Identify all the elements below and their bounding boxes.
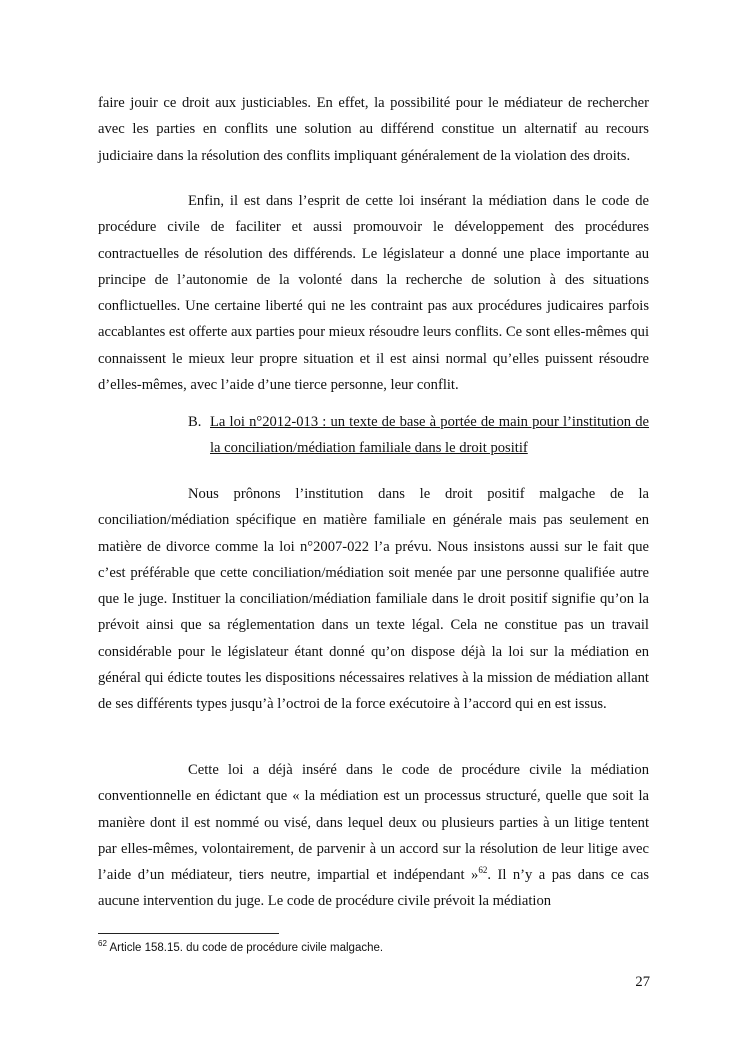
section-heading: [188, 409, 649, 462]
footnote-text: Article 158.15. du code de procédure civile malgache.: [109, 942, 384, 954]
footnote-separator: [98, 933, 279, 934]
footnote-reference[interactable]: 62: [478, 865, 488, 876]
footnote-number: 62: [98, 939, 107, 948]
paragraph-4-text-continued: . Il n’y a pas dans ce cas aucune intervention du juge. Le code de procédure civile prévoit la médiation: [98, 867, 650, 910]
section-heading-marker: B.: [188, 414, 202, 430]
paragraph-4: [98, 757, 649, 915]
footnote: [98, 940, 383, 956]
paragraph-1: faire jouir ce droit aux justiciables. En effet, la possibilité pour le médiateur de rechercher avec les parties en conflits une solution au différend constitue un alternatif au recours judiciaire dans la résolution des conflits impliquant généralement de la violation des droits.: [98, 95, 649, 164]
page-number: 27: [635, 974, 650, 990]
section-heading-text: La loi n°2012-013 : un texte de base à portée de main pour l’institution de la conciliation/médiation familiale dans le droit positif: [210, 414, 649, 457]
paragraph-4-text: Cette loi a déjà inséré dans le code de procédure civile la médiation conventionnelle en édictant que « la médiation est un processus structuré, quelle que soit la manière dont il est nommé ou visé, dans lequel deux ou plusieurs parties à un litige tentent par elles-mêmes, volontairement, de parvenir à un accord sur la résolution de leur litige avec l’aide d’un médiateur, tiers neutre, impartial et indépendant »: [98, 762, 649, 884]
paragraph-2: Enfin, il est dans l’esprit de cette loi insérant la médiation dans le code de procédure civile de faciliter et aussi promouvoir le développement des procédures contractuelles de résolution des différends. Le législateur a donné une place importante au principe de l’autonomie de la volonté dans la recherche de solution à des situations conflictuelles. Une certaine liberté qui ne les contraint pas aux procédures judicaires parfois accablantes est offerte aux parties pour mieux résoudre leurs conflits. Ce sont elles-mêmes qui connaissent le mieux leur propre situation et il est ainsi normal qu’elles puissent résoudre d’elles-mêmes, avec l’aide d’une tierce personne, leur conflit.: [98, 193, 649, 394]
paragraph-3: Nous prônons l’institution dans le droit positif malgache de la conciliation/médiation spécifique en matière familiale en générale mais pas seulement en matière de divorce comme la loi n°2007-022 l’a prévu. Nous insistons aussi sur le fait que c’est préférable que cette conciliation/médiation soit menée par une personne qualifiée autre que le juge. Instituer la conciliation/médiation familiale dans le droit positif signifie qu’on la prévoit ainsi que sa réglementation dans un texte légal. Cela ne constitue pas un travail considérable pour le législateur étant donné qu’on dispose déjà la loi sur la médiation en général qui édicte toutes les dispositions nécessaires relatives à la mission de médiation allant de ses différents types jusqu’à l’octroi de la force exécutoire à l’accord qui en est issus.: [98, 486, 649, 713]
